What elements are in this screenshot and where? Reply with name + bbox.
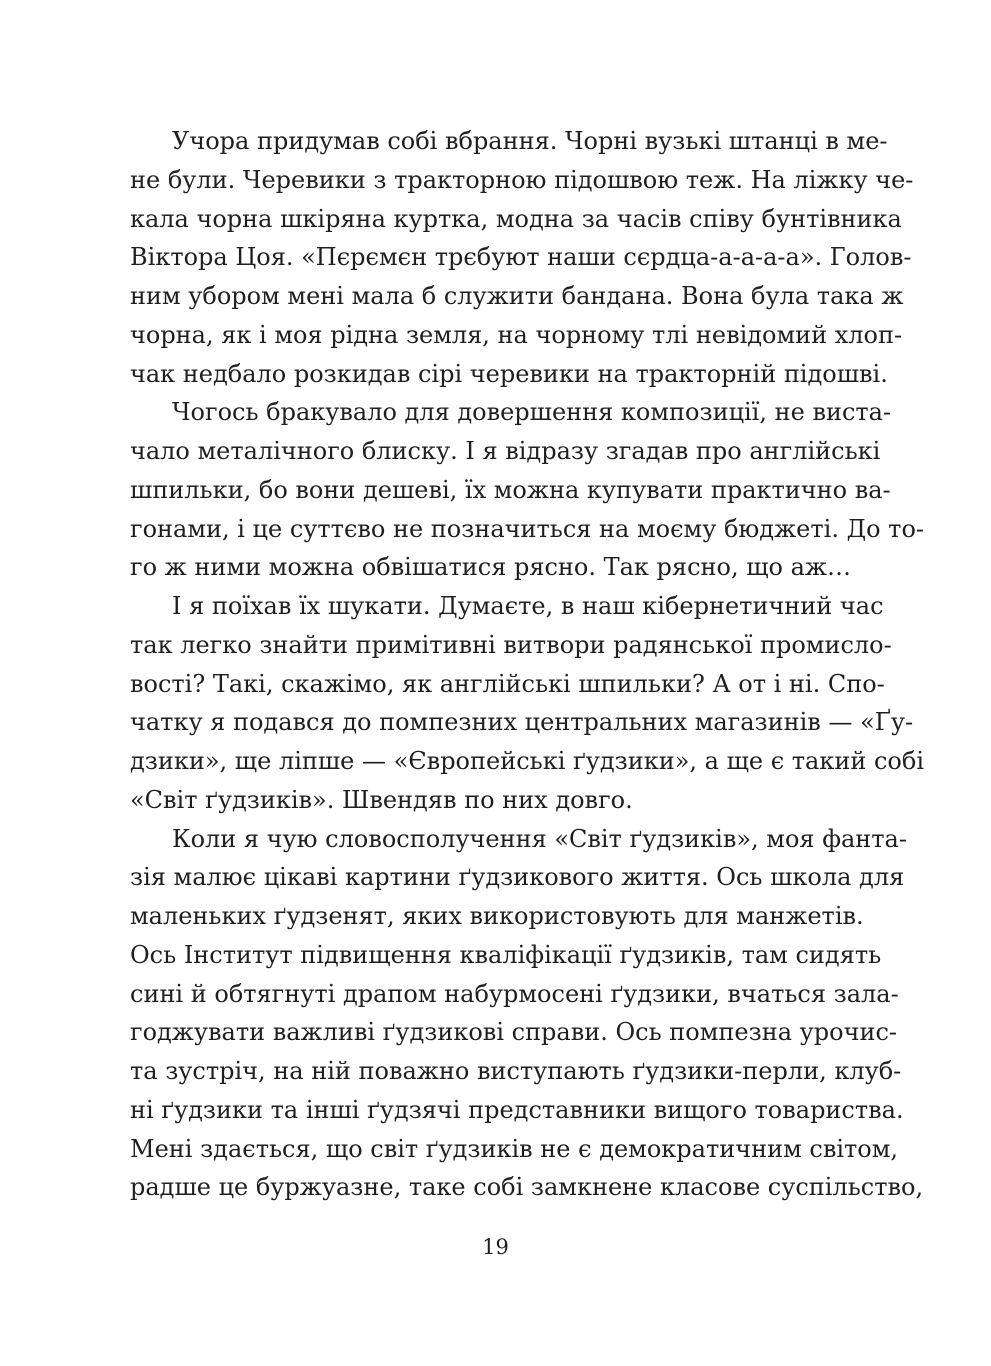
- text-line: Віктора Цоя. «Пєрємєн трєбуют наши сєрдца-а-а-а-а». Голов-: [130, 243, 912, 272]
- text-line: чало металічного блиску. І я відразу згадав про англійські: [130, 437, 881, 465]
- body-text: [130, 122, 925, 1207]
- text-line: Учора придумав собі вбрання. Чорні вузькі штанці в ме-: [172, 127, 888, 155]
- text-line: гонами, і це суттєво не позначиться на моєму бюджеті. До то-: [130, 514, 925, 543]
- text-line: кала чорна шкіряна куртка, модна за часів співу бунтівника: [130, 204, 902, 233]
- text-line: годжувати важливі ґудзикові справи. Ось помпезна урочис-: [130, 1018, 897, 1047]
- text-line: ні ґудзики та інші ґудзячі представники вищого товариства.: [130, 1095, 904, 1124]
- paragraph-1: [130, 122, 914, 393]
- text-line: чак недбало розкидав сірі черевики на тракторній підошві.: [130, 359, 888, 388]
- paragraph-4: [130, 820, 924, 1208]
- text-line: чатку я подався до помпезних центральних магазинів — «Ґу-: [130, 708, 914, 737]
- paragraph-3: [130, 587, 925, 820]
- text-line: вості? Такі, скажімо, як англійські шпильки? А от і ні. Спо-: [130, 669, 885, 698]
- text-line: не були. Черевики з тракторною підошвою теж. На ліжку че-: [130, 165, 914, 194]
- text-line: Мені здається, що світ ґудзиків не є демократичним світом,: [130, 1134, 899, 1163]
- text-line: сині й обтягнуті драпом набурмосені ґудзики, вчаться зала-: [130, 979, 899, 1008]
- text-line: І я поїхав їх шукати. Думаєте, в наш кібернетичний час: [172, 592, 884, 620]
- page-number: 19: [482, 1235, 509, 1259]
- text-line: дзики», ще ліпше — «Європейські ґудзики», а ще є такий собі: [130, 747, 925, 775]
- text-line: Чогось бракувало для довершення композиції, не виста-: [172, 398, 892, 427]
- text-line: шпильки, бо вони дешеві, їх можна купувати практично ва-: [130, 475, 891, 504]
- paragraph-2: [130, 393, 925, 587]
- text-line: так легко знайти примітивні витвори радянської промисло-: [130, 630, 892, 659]
- text-line: чорна, як і моя рідна земля, на чорному тлі невідомий хлоп-: [130, 320, 903, 349]
- text-line: та зустріч, на ній поважно виступають ґудзики-перли, клуб-: [130, 1057, 902, 1085]
- text-line: го ж ними можна обвішатися рясно. Так рясно, що аж…: [130, 553, 851, 582]
- text-line: маленьких ґудзенят, яких використовують для манжетів.: [130, 902, 864, 930]
- text-line: зія малює цікаві картини ґудзикового життя. Ось школа для: [130, 863, 905, 892]
- text-line: Коли я чую словосполучення «Світ ґудзиків», моя фанта-: [172, 824, 907, 853]
- text-line: Ось Інститут підвищення кваліфікації ґудзиків, там сидять: [130, 940, 882, 969]
- text-line: радше це буржуазне, таке собі замкнене класове суспільство,: [130, 1173, 924, 1202]
- text-line: «Світ ґудзиків». Швендяв по них довго.: [130, 785, 633, 814]
- text-line: ним убором мені мала б служити бандана. Вона була така ж: [130, 282, 904, 310]
